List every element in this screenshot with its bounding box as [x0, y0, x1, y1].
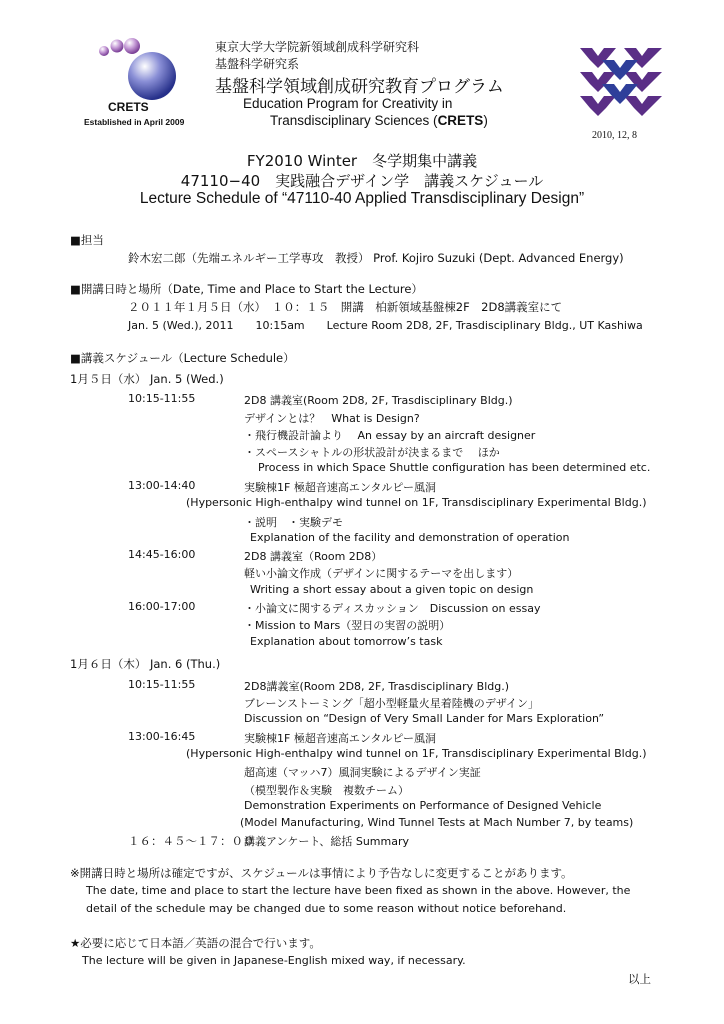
- schedule-line: ・説明 ・実験デモ: [244, 516, 343, 529]
- start-en: Jan. 5 (Wed.), 2011 10:15am Lecture Room 2D8, 2F, Trasdisciplinary Bldg., UT Kashiwa: [128, 319, 643, 332]
- schedule-line: (Hypersonic High-enthalpy wind tunnel on 1F, Transdisciplinary Experimental Bldg.): [186, 747, 647, 760]
- schedule-line: (Hypersonic High-enthalpy wind tunnel on 1F, Transdisciplinary Experimental Bldg.): [186, 496, 647, 509]
- schedule-time: 13:00-14:40: [128, 479, 196, 492]
- schedule-line: ・小論文に関するディスカッション Discussion on essay: [244, 602, 541, 615]
- crets-logo-name: CRETS: [108, 100, 149, 114]
- schedule-line: 実験棟1F 極超音速高エンタルピー風洞: [244, 732, 436, 745]
- title-line2: 47110−40 実践融合デザイン学 講義スケジュール: [180, 172, 544, 190]
- schedule-line: ・Mission to Mars（翌日の実習の説明）: [244, 619, 451, 632]
- note1-en-line2: detail of the schedule may be changed due to some reason without notice beforehand.: [86, 902, 567, 915]
- schedule-time: １６：４５〜１７：００: [128, 834, 255, 848]
- start-heading: ■開講日時と場所（Date, Time and Place to Start the Lecture）: [70, 282, 423, 296]
- schedule-line: (Model Manufacturing, Wind Tunnel Tests at Mach Number 7, by teams): [240, 816, 634, 829]
- schedule-line: 軽い小論文作成（デザインに関するテーマを出します）: [244, 567, 519, 580]
- schedule-line: 2D8 講義室（Room 2D8）: [244, 550, 383, 563]
- instructor-heading: ■担当: [70, 233, 104, 247]
- end-mark: 以上: [628, 972, 651, 986]
- program-title-en-line1: Education Program for Creativity in: [243, 96, 453, 111]
- schedule-time: 10:15-11:55: [128, 678, 196, 691]
- title-line1: FY2010 Winter 冬学期集中講義: [246, 152, 478, 170]
- schedule-time: 10:15-11:55: [128, 392, 196, 405]
- schedule-line: 超高速（マッハ7）風洞実験によるデザイン実証: [244, 766, 481, 779]
- schedule-line: （模型製作＆実験 複数チーム）: [244, 784, 409, 797]
- schedule-line: ・スペースシャトルの形状設計が決まるまで ほか: [244, 446, 500, 459]
- document-date: 2010, 12, 8: [592, 130, 637, 141]
- note1-jp: ※開講日時と場所は確定ですが、スケジュールは事情により予告なしに変更することがあります。: [70, 866, 573, 880]
- schedule-line: 2D8講義室(Room 2D8, 2F, Trasdisciplinary Bldg.): [244, 680, 510, 693]
- schedule-line: Writing a short essay about a given topic on design: [250, 583, 534, 596]
- schedule-time: 13:00-16:45: [128, 730, 196, 743]
- schedule-line: Explanation of the facility and demonstration of operation: [250, 531, 570, 544]
- schedule-line: デザインとは？ What is Design?: [244, 412, 420, 425]
- schedule-line: ブレーンストーミング「超小型軽量火星着陸機のデザイン」: [244, 697, 540, 710]
- crets-established: Established in April 2009: [84, 117, 185, 127]
- program-emblem-icon: [578, 44, 664, 120]
- start-jp: ２０１１年１月５日（水） １０：１５ 開講 柏新領域基盤棟2F 2D8講義室にて: [128, 300, 563, 314]
- header-department: 基盤科学研究系: [215, 57, 300, 71]
- header-university: 東京大学大学院新領域創成科学研究科: [215, 40, 420, 54]
- schedule-line: Discussion on “Design of Very Small Lander for Mars Exploration”: [244, 712, 605, 725]
- note1-en-line1: The date, time and place to start the lecture have been fixed as shown in the above. However, the: [86, 884, 631, 897]
- schedule-line: Demonstration Experiments on Performance of Designed Vehicle: [244, 799, 602, 812]
- schedule-line: Explanation about tomorrow’s task: [250, 635, 443, 648]
- schedule-time: 16:00-17:00: [128, 600, 196, 613]
- note2-jp: ★必要に応じて日本語／英語の混合で行います。: [70, 936, 321, 950]
- program-title-jp: 基盤科学領域創成研究教育プログラム: [215, 77, 504, 97]
- instructor-text: 鈴木宏二郎（先端エネルギー工学専攻 教授） Prof. Kojiro Suzuki (Dept. Advanced Energy): [128, 251, 624, 265]
- schedule-line: 実験棟1F 極超音速高エンタルピー風洞: [244, 481, 436, 494]
- schedule-time: 14:45-16:00: [128, 548, 196, 561]
- schedule-line: 2D8 講義室(Room 2D8, 2F, Trasdisciplinary Bldg.): [244, 394, 513, 407]
- schedule-line: Process in which Space Shuttle configuration has been determined etc.: [258, 461, 651, 474]
- note2-en: The lecture will be given in Japanese-English mixed way, if necessary.: [82, 954, 466, 967]
- day1-label: 1月５日（水） Jan. 5 (Wed.): [70, 372, 224, 386]
- schedule-line: ・飛行機設計論より An essay by an aircraft designer: [244, 429, 536, 442]
- schedule-line: 講義アンケート、総括 Summary: [244, 835, 410, 848]
- title-line3: Lecture Schedule of “47110-40 Applied Transdisciplinary Design”: [139, 190, 585, 207]
- schedule-heading: ■講義スケジュール（Lecture Schedule）: [70, 351, 295, 365]
- day2-label: 1月６日（木） Jan. 6 (Thu.): [70, 657, 221, 671]
- program-title-en-line2: Transdisciplinary Sciences (CRETS): [270, 113, 488, 128]
- crets-logo-icon: [88, 36, 198, 106]
